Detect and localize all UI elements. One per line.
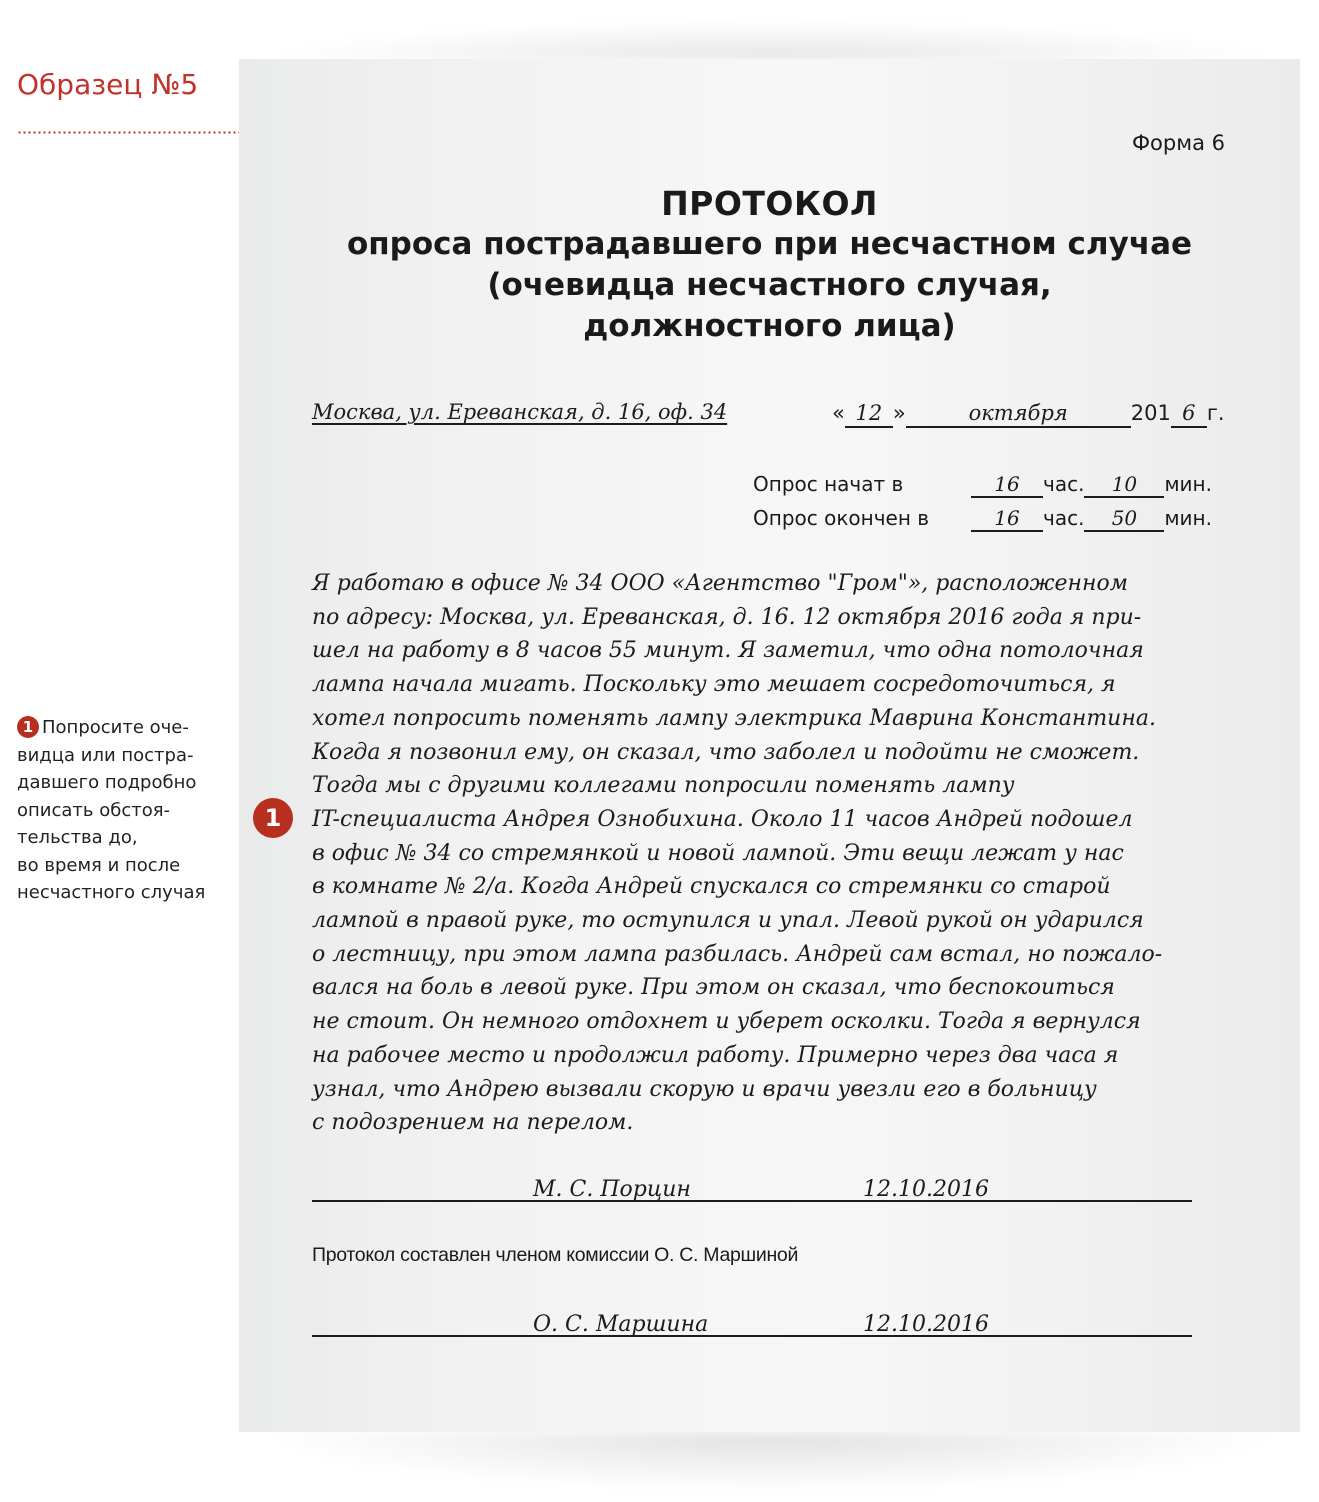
date-year-prefix: 201 bbox=[1130, 401, 1171, 425]
testimony-line: вался на боль в левой руке. При этом он сказал, что беспокоиться bbox=[312, 975, 1115, 1001]
hour-unit: час. bbox=[1043, 506, 1085, 530]
min-unit: мин. bbox=[1164, 506, 1212, 530]
side-note-line: видца или постра- bbox=[17, 744, 194, 766]
side-note-line: тельства до, bbox=[17, 827, 138, 848]
document-page bbox=[239, 59, 1300, 1432]
signature-name: О. С. Маршина bbox=[533, 1312, 709, 1337]
side-note-line: давшего подробно bbox=[17, 772, 197, 793]
testimony-line: шел на работу в 8 часов 55 минут. Я заметил, что одна потолочная bbox=[312, 638, 1144, 664]
document-subtitle-line: (очевидца несчастного случая, bbox=[487, 267, 1052, 303]
testimony-line: хотел попросить поменять лампу электрика Маврина Константина. bbox=[312, 705, 1156, 731]
interview-start-hour: 16 bbox=[971, 472, 1043, 498]
place-date-row bbox=[312, 400, 1227, 434]
date-month: октября bbox=[906, 400, 1131, 428]
testimony-line: не стоит. Он немного отдохнет и уберет осколки. Тогда я вернулся bbox=[312, 1009, 1141, 1035]
form-label: Форма 6 bbox=[1131, 131, 1225, 155]
dotted-divider bbox=[17, 131, 239, 134]
testimony-line: в офис № 34 со стремянкой и новой лампой. Эти вещи лежат у нас bbox=[312, 840, 1124, 866]
sample-title: Образец №5 bbox=[17, 68, 199, 101]
side-note-line bbox=[17, 714, 232, 742]
document-subtitle-line: должностного лица) bbox=[583, 308, 956, 344]
date-year-suffix: 6 bbox=[1171, 400, 1207, 428]
document-title-block bbox=[239, 184, 1300, 347]
testimony-line: с подозрением на перелом. bbox=[312, 1110, 634, 1136]
side-note-text: Попросите оче- bbox=[42, 717, 189, 738]
date-year-unit: г. bbox=[1206, 401, 1225, 425]
testimony-text bbox=[312, 567, 1237, 1140]
annotation-badge: 1 bbox=[253, 798, 293, 838]
interview-end-min: 50 bbox=[1084, 506, 1164, 532]
side-note-line: несчастного случая bbox=[17, 882, 206, 903]
interview-times bbox=[753, 467, 1212, 535]
signature-line-commission bbox=[312, 1305, 1192, 1337]
date-open-quote: « bbox=[832, 401, 845, 425]
interview-start-label: Опрос начат в bbox=[753, 472, 904, 496]
place-field: Москва, ул. Ереванская, д. 16, оф. 34 bbox=[312, 400, 728, 424]
testimony-line: Когда я позвонил ему, он сказал, что заболел и подойти не сможет. bbox=[312, 739, 1140, 765]
composed-by-text: Протокол составлен членом комиссии О. С. Маршиной bbox=[312, 1244, 799, 1266]
annotation-badge-small: 1 bbox=[17, 716, 39, 738]
interview-start-min: 10 bbox=[1084, 472, 1164, 498]
testimony-line: лампой в правой руке, то оступился и упал. Левой рукой он ударился bbox=[312, 908, 1144, 934]
interview-end-hour: 16 bbox=[971, 506, 1043, 532]
testimony-line: Я работаю в офисе № 34 ООО «Агентство "Гром"», расположенном bbox=[312, 571, 1128, 596]
hour-unit: час. bbox=[1043, 472, 1085, 496]
testimony-line: IT-специалиста Андрея Ознобихина. Около 11 часов Андрей подошел bbox=[312, 806, 1133, 832]
side-note-line: во время и после bbox=[17, 854, 181, 876]
document-title: ПРОТОКОЛ bbox=[661, 184, 878, 223]
interview-end-row bbox=[753, 501, 1212, 535]
document-subtitle-line: опроса пострадавшего при несчастном случае bbox=[346, 226, 1193, 262]
signature-line-witness bbox=[312, 1170, 1192, 1202]
testimony-line: узнал, что Андрею вызвали скорую и врачи увезли его в больницу bbox=[312, 1076, 1097, 1102]
interview-start-row bbox=[753, 467, 1212, 501]
side-note bbox=[17, 714, 232, 907]
signature-name: М. С. Порцин bbox=[533, 1177, 691, 1202]
testimony-line: по адресу: Москва, ул. Ереванская, д. 16. 12 октября 2016 года я при- bbox=[312, 604, 1142, 630]
signature-date: 12.10.2016 bbox=[863, 1312, 989, 1337]
signature-date: 12.10.2016 bbox=[863, 1177, 989, 1202]
interview-end-label: Опрос окончен в bbox=[753, 506, 930, 530]
date-day: 12 bbox=[845, 400, 893, 428]
testimony-line: о лестницу, при этом лампа разбилась. Андрей сам встал, но пожало- bbox=[312, 941, 1163, 967]
testimony-line: на рабочее место и продолжил работу. Примерно через два часа я bbox=[312, 1042, 1119, 1068]
testimony-line: Тогда мы с другими коллегами попросили поменять лампу bbox=[312, 773, 1015, 799]
testimony-line: лампа начала мигать. Поскольку это мешает сосредоточиться, я bbox=[312, 672, 1116, 698]
min-unit: мин. bbox=[1164, 472, 1212, 496]
date-field bbox=[832, 400, 1225, 428]
testimony-line: в комнате № 2/а. Когда Андрей спускался со стремянки со старой bbox=[312, 874, 1111, 900]
side-note-line: описать обстоя- bbox=[17, 799, 171, 821]
date-close-quote: » bbox=[892, 401, 906, 425]
paper-shadow-bottom bbox=[255, 1432, 1285, 1492]
paper-shadow-top bbox=[255, 20, 1285, 60]
